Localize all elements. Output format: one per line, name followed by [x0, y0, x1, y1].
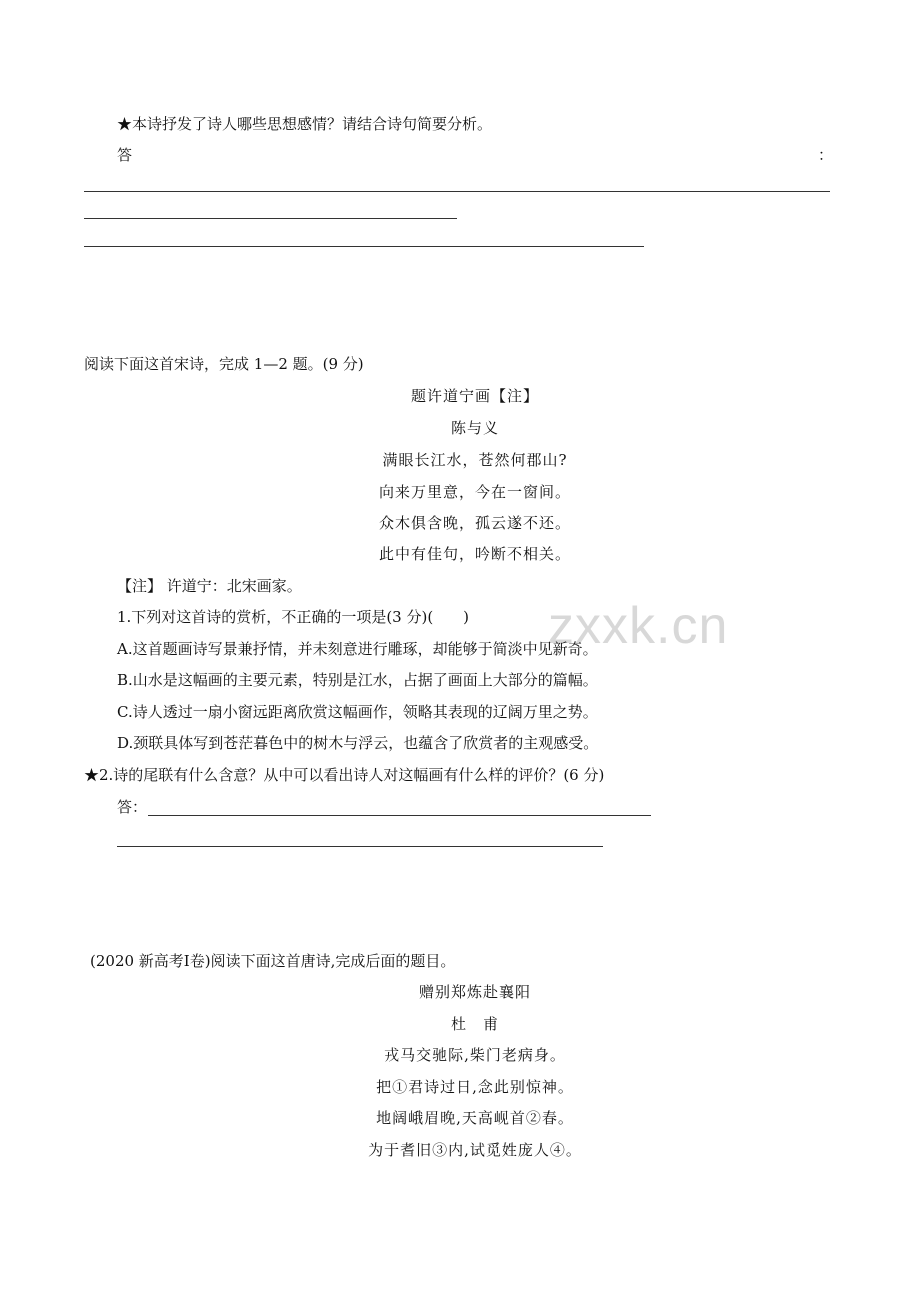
answer-line[interactable]: [84, 191, 830, 192]
answer-line[interactable]: [117, 846, 603, 847]
poem-line: 向来万里意，今在一窗间。: [378, 483, 571, 501]
poem-author: 杜 甫: [450, 1015, 499, 1033]
answer-line[interactable]: [84, 246, 644, 247]
poem-line: 把①君诗过日,念此别惊神。: [376, 1078, 574, 1096]
answer-colon: ：: [818, 146, 834, 164]
question-emotion: ★本诗抒发了诗人哪些思想感情？请结合诗句简要分析。: [117, 115, 493, 133]
answer-label: 答：: [117, 798, 148, 816]
poem-line: 此中有佳句，吟断不相关。: [378, 545, 571, 563]
option-b[interactable]: B.山水是这幅画的主要元素，特别是江水，占据了画面上大部分的篇幅。: [117, 671, 598, 689]
section-intro: (2020 新高考Ⅰ卷)阅读下面这首唐诗,完成后面的题目。: [90, 952, 456, 970]
poem-title: 赠别郑炼赴襄阳: [418, 983, 531, 1001]
answer-line[interactable]: [148, 815, 651, 816]
question-1-stem: 1.下列对这首诗的赏析，不正确的一项是(3 分)( ): [117, 608, 470, 626]
poem-line: 满眼长江水，苍然何郡山?: [382, 451, 568, 469]
watermark: zxxk.cn: [548, 597, 729, 655]
option-a[interactable]: A.这首题画诗写景兼抒情，并未刻意进行雕琢，却能够于简淡中见新奇。: [117, 640, 598, 658]
poem-line: 戎马交驰际,柴门老病身。: [384, 1046, 566, 1064]
option-d[interactable]: D.颈联具体写到苍茫暮色中的树木与浮云，也蕴含了欣赏者的主观感受。: [117, 734, 599, 752]
section-intro: 阅读下面这首宋诗，完成 1—2 题。(9 分): [84, 355, 364, 373]
answer-label: 答: [117, 146, 133, 164]
question-2-stem: ★2.诗的尾联有什么含意？从中可以看出诗人对这幅画有什么样的评价？(6 分): [84, 766, 605, 784]
poem-line: 地阔峨眉晚,天高岘首②春。: [376, 1109, 574, 1127]
poem-line: 为于耆旧③内,试觅姓庞人④。: [368, 1141, 582, 1159]
poem-author: 陈与义: [450, 419, 499, 437]
option-c[interactable]: C.诗人透过一扇小窗远距离欣赏这幅画作，领略其表现的辽阔万里之势。: [117, 703, 598, 721]
poem-line: 众木俱含晚，孤云遂不还。: [378, 514, 571, 532]
poem-note: 【注】 许道宁：北宋画家。: [117, 577, 302, 595]
poem-title: 题许道宁画【注】: [410, 387, 539, 405]
answer-line[interactable]: [84, 218, 457, 219]
